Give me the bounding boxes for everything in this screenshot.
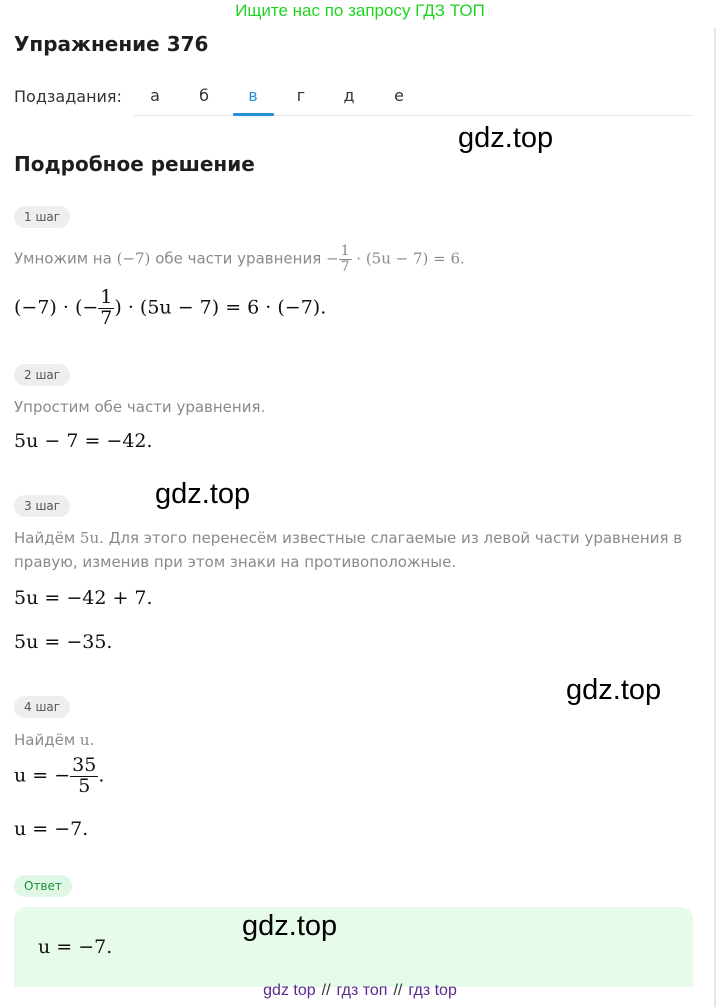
subtasks-label: Подзадания:	[14, 87, 122, 106]
step-2-description: Упростим обе части уравнения.	[14, 398, 266, 416]
scroll-rail[interactable]	[714, 28, 716, 1007]
step-4-equation-2: u = −7.	[14, 818, 89, 840]
step-2-equation: 5u − 7 = −42.	[14, 430, 153, 452]
tab-e[interactable]: е	[394, 86, 404, 105]
step-1-equation: (−7) · (− $\frac{1}{7}$ ) · (5u − 7) = 6 · (−7).	[14, 286, 327, 329]
tab-b[interactable]: б	[199, 86, 209, 105]
section-title: Подробное решение	[14, 152, 255, 176]
step-4-equation-1: u = − $\frac{35}{5}$ .	[14, 754, 105, 797]
tab-d[interactable]: д	[343, 86, 355, 105]
active-tab-indicator	[233, 113, 274, 116]
step-badge-2: 2 шаг	[14, 364, 70, 386]
answer-box	[14, 907, 693, 987]
watermark: gdz.top	[155, 478, 251, 510]
footer-separator: //	[321, 982, 331, 999]
answer-value: u = −7.	[38, 936, 113, 958]
promo-banner[interactable]: Ищите нас по запросу ГДЗ ТОП	[235, 1, 485, 20]
footer-link-1[interactable]: gdz top	[263, 982, 316, 999]
watermark: gdz.top	[566, 674, 662, 706]
step-3-equation-1: 5u = −42 + 7.	[14, 587, 153, 609]
tab-g[interactable]: г	[296, 86, 306, 105]
step-3-equation-2: 5u = −35.	[14, 631, 113, 653]
watermark: gdz.top	[242, 910, 338, 942]
step-badge-1: 1 шаг	[14, 206, 70, 228]
tab-v[interactable]: в	[248, 86, 258, 105]
step-3-description: Найдём 5u. Для этого перенесём известные слагаемые из левой части уравнения в правую, изменив при этом знаки на противоположные.	[14, 529, 683, 571]
answer-badge: Ответ	[14, 875, 72, 897]
tabs-divider	[134, 115, 692, 116]
footer-links	[0, 982, 720, 1000]
step-1-description: Умножим на (−7) обе части уравнения − $\frac{1}{7}$ · (5u − 7) = 6.	[14, 243, 465, 275]
step-badge-3: 3 шаг	[14, 495, 70, 517]
step-4-description: Найдём u.	[14, 731, 95, 749]
page-title: Упражнение 376	[14, 32, 209, 56]
footer-separator: //	[393, 982, 403, 999]
footer-link-2[interactable]: гдз топ	[336, 982, 388, 999]
footer-link-3[interactable]: гдз top	[408, 982, 457, 999]
step-badge-4: 4 шаг	[14, 696, 70, 718]
watermark: gdz.top	[458, 122, 554, 154]
tab-a[interactable]: а	[150, 86, 160, 105]
